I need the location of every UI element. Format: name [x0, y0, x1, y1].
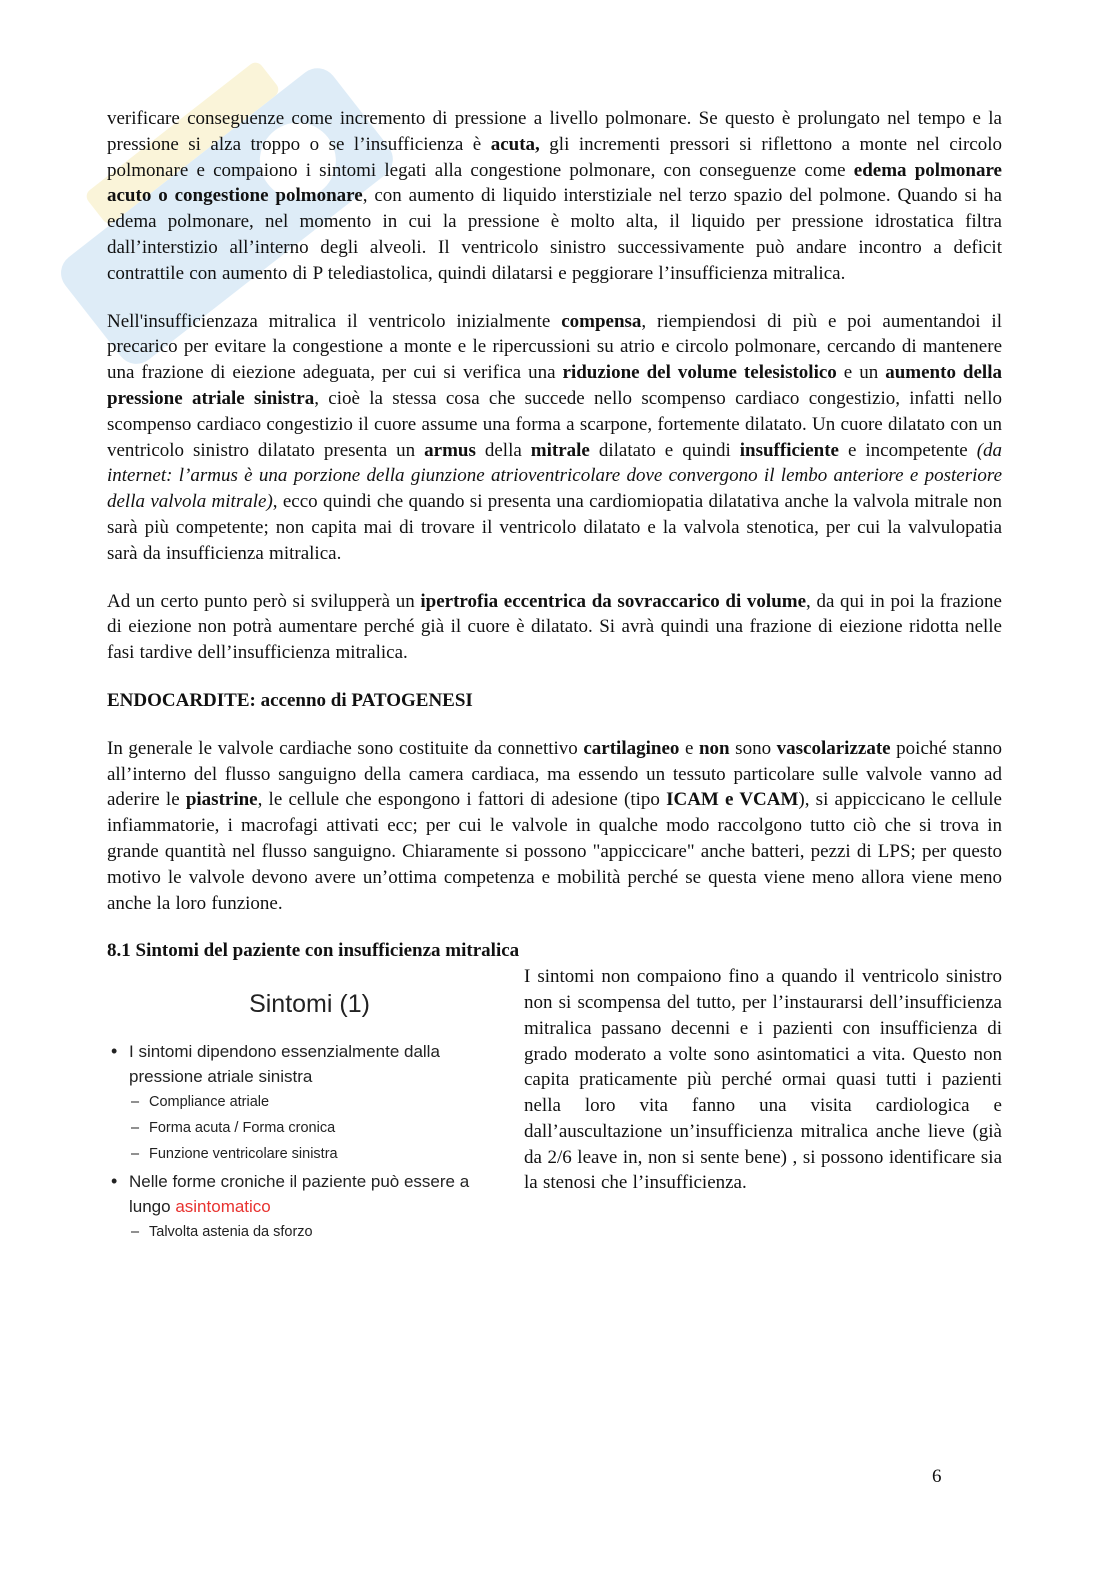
- slide-image: [107, 964, 502, 1284]
- heading-sintomi: 8.1 Sintomi del paziente con insufficienza mitralica: [107, 940, 520, 962]
- slide-subbullet: – Forma acuta / Forma cronica: [107, 1115, 502, 1141]
- slide-subbullet: – Funzione ventricolare sinistra: [107, 1141, 502, 1167]
- paragraph-ipertrofia: Ad un certo punto però si svilupperà un ipertrofia eccentrica da sovraccarico di volume, da qui in poi la frazione di eiezione non potrà aumentare perché già il cuore è dilatato. Si avrà quindi una frazione di eiezione ridotta nelle fasi tardive dell’insufficienza mitralica.: [107, 590, 1002, 664]
- sintomi-section: [107, 964, 1002, 1284]
- slide-title: Sintomi (1): [249, 990, 370, 1019]
- paragraph-sintomi: I sintomi non compaiono fino a quando il ventricolo sinistro non si scompensa del tutto, per l’instaurarsi dell’insufficienza mitralica passano decenni e i pazienti con insufficienza di grado moderato a volte sono asintomatici a vita. Questo non capita praticamente più perché ormai quasi tutti i pazienti nella loro vita fanno una visita cardiologica e dall’auscultazione un’insufficienza mitralica anche lieve (già da 2/6 leave in, non si sente bene) , si possono identificare sia la stenosi che l’insufficienza.: [524, 966, 1002, 1194]
- paragraph-valvole: In generale le valvole cardiache sono costituite da connettivo cartilagineo e non sono vascolarizzate poiché stanno all’interno del flusso sanguigno della camera cardiaca, ma essendo un tessuto particolare sulle valvole vanno ad aderire le piastrine, le cellule che espongono i fattori di adesione (tipo ICAM e VCAM), si appiccicano le cellule infiammatorie, i macrofagi attivati ecc; per cui le valvole in qualche modo raccolgono tutto ciò che si trova in grande quantità nel flusso sanguigno. Chiaramente si possono "appiccicare" anche batteri, pezzi di LPS; per questo motivo le valvole devono avere un’ottima competenza e mobilità perché se questa viene meno allora viene meno anche la loro funzione.: [107, 737, 1002, 914]
- slide-bullets: [107, 1039, 502, 1245]
- slide-bullet: • I sintomi dipendono essenzialmente dalla pressione atriale sinistra: [107, 1039, 502, 1089]
- paragraph-compensazione: Nell'insufficienzaza mitralica il ventricolo inizialmente compensa, riempiendosi di più e poi aumentandoi il precarico per evitare la congestione a monte e le ripercussioni su atrio e circolo polmonare, cercando di mantenere una frazione di eiezione adeguata, per cui si verifica una riduzione del volume telesistolico e un aumento della pressione atriale sinistra, cioè la stessa cosa che succede nello scompenso cardiaco congestizio, infatti nello scompenso cardiaco congestizio il cuore assume una forma a scarpone, fortemente dilatato. Un cuore dilatato con un ventricolo sinistro dilatato presenta un armus della mitrale dilatato e quindi insufficiente e incompetente (da internet: l’armus è una porzione della giunzione atrioventricolare dove convergono il lembo anteriore e posteriore della valvola mitrale), ecco quindi che quando si presenta una cardiomiopatia dilatativa anche la valvola mitrale non sarà più competente; non capita mai di trovare il ventricolo dilatato e la valvola stenotica, per cui la valvulopatia sarà da insufficienza mitralica.: [107, 310, 1003, 564]
- page-number: 6: [932, 1466, 942, 1487]
- page-content: [107, 106, 1002, 1284]
- sintomi-text-column: [524, 964, 1002, 1284]
- paragraph-congestione: verificare conseguenze come incremento di pressione a livello polmonare. Se questo è prolungato nel tempo e la pressione si alza troppo o se l’insufficienza è acuta, gli incrementi pressori si riflettono a monte nel circolo polmonare e compaiono i sintomi legati alla congestione polmonare, con conseguenze come edema polmonare acuto o congestione polmonare, con aumento di liquido interstiziale nel terzo spazio del polmone. Quando si ha edema polmonare, nel momento in cui la pressione è molto alta, il liquido per pressione idrostatica filtra dall’interstizio all’interno degli alveoli. Il ventricolo sinistro successivamente può andare incontro a deficit contrattile con aumento di P telediastolica, quindi dilatarsi e peggiorare l’insufficienza mitralica.: [107, 108, 1002, 284]
- slide-bullet: • Nelle forme croniche il paziente può essere a lungo asintomatico: [107, 1169, 502, 1219]
- heading-endocardite: ENDOCARDITE: accenno di PATOGENESI: [107, 689, 473, 711]
- slide-subbullet: – Compliance atriale: [107, 1089, 502, 1115]
- slide-subbullet: – Talvolta astenia da sforzo: [107, 1219, 502, 1245]
- slide-highlight: asintomatico: [175, 1197, 271, 1217]
